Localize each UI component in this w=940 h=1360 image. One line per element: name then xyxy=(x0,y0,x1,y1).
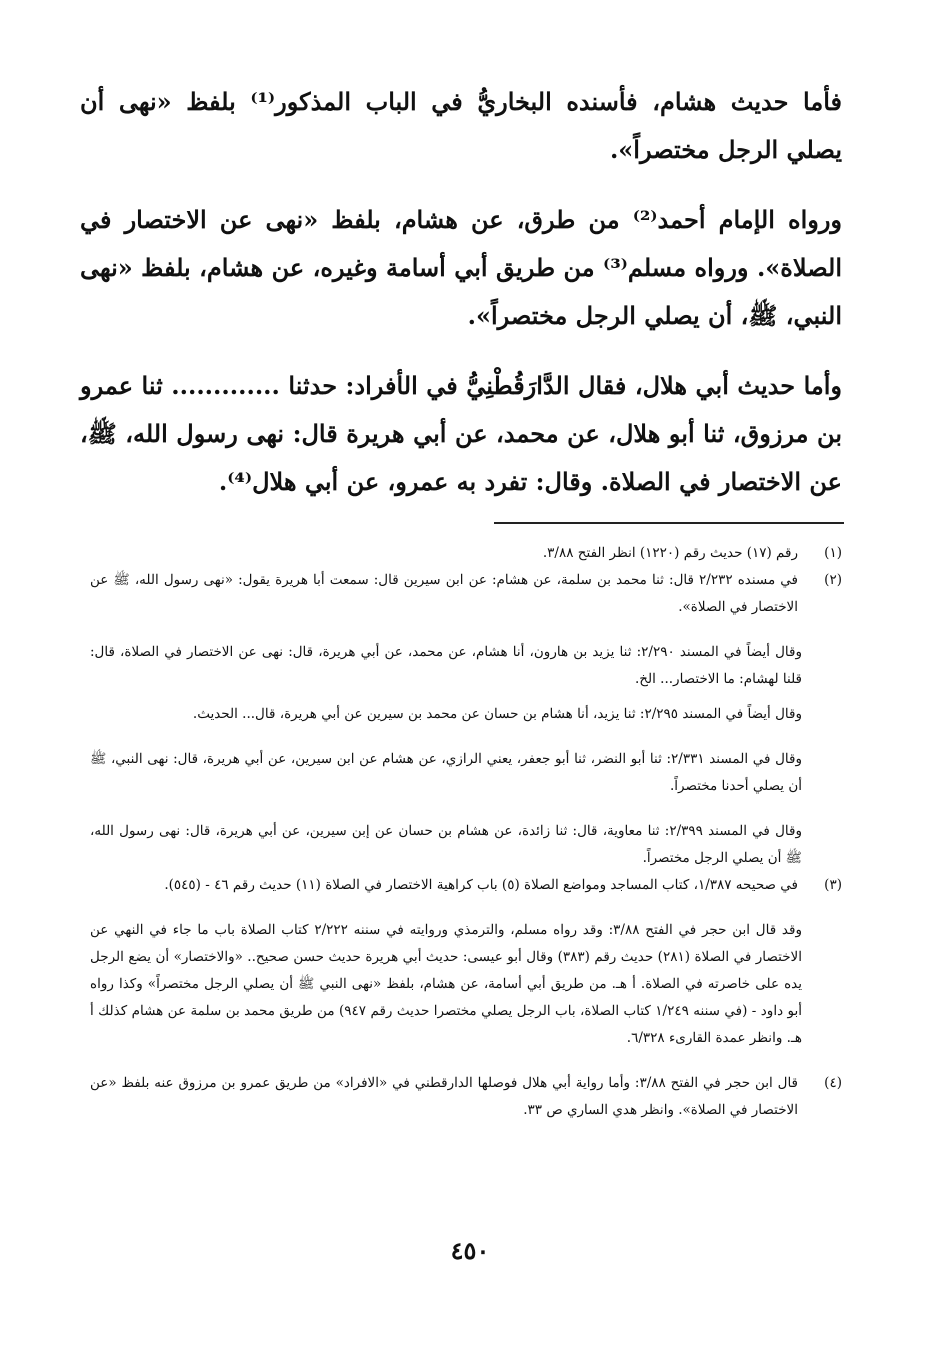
footnote-text: قال ابن حجر في الفتح ٣/٨٨: وأما رواية أبي هلال فوصلها الدارقطني في «الافراد» من طريق عمرو بن مرزوق عنه بلفظ «عن الاختصار في الصلاة». وانظر هدي الساري ص ٣٣. xyxy=(90,1075,799,1118)
footnote-2-sub-4: وقال في المسند ٢/٣٩٩: ثنا معاوية، قال: ثنا زائدة، عن هشام بن حسان عن إبن سيرين، عن أبي هريرة، قال: نهى رسول الله، ﷺ أن يصلي الرجل مختصراً. xyxy=(90,823,802,866)
footnote-text: في صحيحه ١/٣٨٧، كتاب المساجد ومواضع الصلاة (٥) باب كراهية الاختصار في الصلاة (١١) حديث رقم ٤٦ - (٥٤٥). xyxy=(164,877,798,893)
main-text xyxy=(80,78,842,506)
footnote-number: (٢) xyxy=(824,572,842,588)
footnote-text: رقم (١٧) حديث رقم (١٢٢٠) انظر الفتح ٣/٨٨. xyxy=(542,545,798,561)
footnote-1 xyxy=(90,540,842,567)
footnote-3 xyxy=(90,872,842,899)
footnote-2-sub-1: وقال أيضاً في المسند ٢/٢٩٠: ثنا يزيد بن هارون، أنا هشام، عن محمد، عن أبي هريرة، قال: نهى عن الاختصار في الصلاة، قال: قلنا لهشام: ما الاختصار... الخ. xyxy=(90,644,802,687)
footnote-number: (٤) xyxy=(824,1075,842,1091)
footnote-4 xyxy=(90,1070,842,1124)
paragraph-hisham: فأما حديث هشام، فأسنده البخاريُّ في الباب المذكور⁽¹⁾ بلفظ «نهى أن يصلي الرجل مختصراً». xyxy=(80,87,843,164)
footnote-number: (١) xyxy=(824,545,842,561)
footnote-2-sub-2: وقال أيضاً في المسند ٢/٢٩٥: ثنا يزيد، أنا هشام بن حسان عن محمد بن سيرين عن أبي هريرة، قال... الحديث. xyxy=(192,706,802,722)
footnote-2-sub-3: وقال في المسند ٢/٣٣١: ثنا أبو النضر، ثنا أبو جعفر، يعني الرازي، عن هشام عن ابن سيرين، عن أبي هريرة، قال: نهى النبي، ﷺ أن يصلي أحدنا مختصراً. xyxy=(90,751,802,794)
paragraph-ahmad-muslim: ورواه الإمام أحمد⁽²⁾ من طرق، عن هشام، بلفظ «نهى عن الاختصار في الصلاة». ورواه مسلم⁽³⁾ من طريق أبي أسامة وغيره، عن هشام، بلفظ «نهى النبي، ﷺ، أن يصلي الرجل مختصراً». xyxy=(80,205,843,330)
footnote-text: في مسنده ٢/٢٣٢ قال: ثنا محمد بن سلمة، عن هشام: عن ابن سيرين قال: سمعت أبا هريرة يقول: «نهى رسول الله، ﷺ عن الاختصار في الصلاة». xyxy=(90,572,798,615)
footnote-number: (٣) xyxy=(824,877,842,893)
footnotes xyxy=(90,540,842,1124)
page-number: ٤٥٠ xyxy=(450,1236,490,1265)
footnote-3-sub-1: وقد قال ابن حجر في الفتح ٣/٨٨: وقد رواه مسلم، والترمذي وروايته في سننه ٢/٢٢٢ كتاب الصلاة باب ما جاء في النهي عن الاختصار في الصلاة (٢٨١) حديث رقم (٣٨٣) وقال أبو عيسى: حديث أبي هريرة حديث حسن صحيح.. «والاختصار» أن يضع الرجل يده على خاصرته في الصلاة. أ هـ. من طريق أبي أسامة، عن هشام، بلفظ «نهى النبي ﷺ أن يصلي الرجل مختصراً» وكذا رواه أبو داود - (في سننه ١/٢٤٩ كتاب الصلاة، باب الرجل يصلي مختصرا حديث رقم ٩٤٧) من طريق محمد بن سلمة عن هشام كذلك أ هـ. وانظر عمدة القارىء ٦/٣٢٨. xyxy=(90,922,802,1046)
footnote-2 xyxy=(90,567,842,621)
paragraph-abu-hilal: وأما حديث أبي هلال، فقال الدَّارَقُطْنِيُّ في الأفراد: حدثنا ............. ثنا عمرو بن مرزوق، ثنا أبو هلال، عن محمد، عن أبي هريرة قال: نهى رسول الله، ﷺ، عن الاختصار في الصلاة. وقال: تفرد به عمرو، عن أبي هلال⁽⁴⁾. xyxy=(80,371,842,496)
footnote-separator xyxy=(494,522,844,524)
